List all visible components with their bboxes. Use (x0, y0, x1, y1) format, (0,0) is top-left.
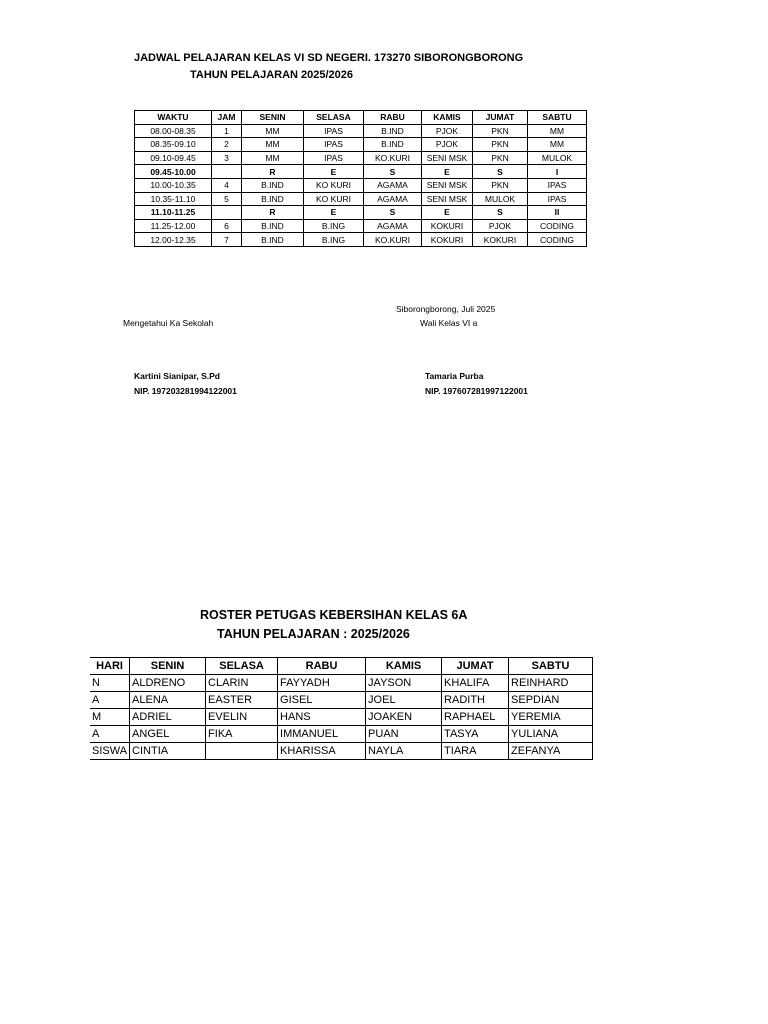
principal-nip: NIP. 197203281994122001 (134, 386, 237, 396)
schedule-cell (212, 165, 242, 179)
schedule-cell: IPAS (528, 178, 587, 192)
schedule-cell: 09.10-09.45 (135, 151, 212, 165)
roster-cell: PUAN (366, 726, 442, 743)
schedule-cell: B.IND (364, 124, 422, 138)
schedule-cell: PKN (473, 124, 528, 138)
schedule-cell: 2 (212, 138, 242, 152)
roster-header-cell: SABTU (509, 658, 593, 675)
roster-cell: EVELIN (206, 709, 278, 726)
schedule-title: JADWAL PELAJARAN KELAS VI SD NEGERI. 173270 SIBORONGBORONG (134, 52, 524, 64)
schedule-header-cell: SENIN (242, 111, 304, 125)
schedule-header-cell: SELASA (304, 111, 364, 125)
schedule-row (135, 178, 587, 192)
roster-cell: SISWA (90, 743, 130, 760)
roster-cell: ALENA (130, 692, 206, 709)
schedule-cell: KOKURI (422, 233, 473, 247)
roster-cell: ANGEL (130, 726, 206, 743)
schedule-cell: 12.00-12.35 (135, 233, 212, 247)
schedule-cell: 6 (212, 219, 242, 233)
roster-cell: FAYYADH (278, 675, 366, 692)
schedule-row (135, 151, 587, 165)
schedule-cell: B.IND (364, 138, 422, 152)
roster-cell (206, 743, 278, 760)
roster-row (90, 726, 593, 743)
roster-cell: JOAKEN (366, 709, 442, 726)
roster-table (90, 657, 593, 760)
roster-cell: CINTIA (130, 743, 206, 760)
schedule-cell: 5 (212, 192, 242, 206)
schedule-row (135, 219, 587, 233)
schedule-cell: PKN (473, 178, 528, 192)
schedule-cell: E (304, 206, 364, 220)
roster-cell: ADRIEL (130, 709, 206, 726)
schedule-cell: AGAMA (364, 178, 422, 192)
schedule-cell: MULOK (473, 192, 528, 206)
roster-cell: IMMANUEL (278, 726, 366, 743)
homeroom-name: Tamaria Purba (425, 371, 484, 381)
schedule-cell: IPAS (528, 192, 587, 206)
schedule-cell: SENI MSK (422, 178, 473, 192)
schedule-cell: PKN (473, 138, 528, 152)
schedule-cell: B.ING (304, 219, 364, 233)
roster-header-cell: JUMAT (442, 658, 509, 675)
schedule-header-cell: SABTU (528, 111, 587, 125)
roster-cell: KHARISSA (278, 743, 366, 760)
roster-header-cell: KAMIS (366, 658, 442, 675)
schedule-cell: IPAS (304, 151, 364, 165)
schedule-cell: 3 (212, 151, 242, 165)
schedule-table (134, 110, 587, 247)
schedule-cell: KO KURI (304, 192, 364, 206)
schedule-cell: B.ING (304, 233, 364, 247)
roster-cell: CLARIN (206, 675, 278, 692)
principal-name: Kartini Sianipar, S.Pd (134, 371, 220, 381)
schedule-cell: E (422, 206, 473, 220)
roster-cell: REINHARD (509, 675, 593, 692)
roster-cell: JAYSON (366, 675, 442, 692)
schedule-cell: 08.00-08.35 (135, 124, 212, 138)
roster-cell: N (90, 675, 130, 692)
schedule-cell: I (528, 165, 587, 179)
schedule-cell: B.IND (242, 233, 304, 247)
schedule-cell: KO KURI (304, 178, 364, 192)
schedule-header-row (135, 111, 587, 125)
schedule-cell: KOKURI (422, 219, 473, 233)
roster-cell: TASYA (442, 726, 509, 743)
schedule-cell: 10.00-10.35 (135, 178, 212, 192)
schedule-cell: S (473, 206, 528, 220)
schedule-cell: MM (242, 138, 304, 152)
schedule-cell: IPAS (304, 138, 364, 152)
roster-header-cell: RABU (278, 658, 366, 675)
schedule-cell: PJOK (422, 138, 473, 152)
schedule-row (135, 124, 587, 138)
schedule-cell: MM (242, 124, 304, 138)
schedule-cell: 10.35-11.10 (135, 192, 212, 206)
schedule-cell: S (364, 206, 422, 220)
homeroom-role: Wali Kelas VI a (420, 318, 478, 328)
schedule-row (135, 165, 587, 179)
schedule-cell: 09.45-10.00 (135, 165, 212, 179)
schedule-header-cell: WAKTU (135, 111, 212, 125)
roster-row (90, 709, 593, 726)
schedule-header-cell: KAMIS (422, 111, 473, 125)
roster-cell: JOEL (366, 692, 442, 709)
schedule-cell: CODING (528, 233, 587, 247)
roster-row (90, 692, 593, 709)
roster-cell: GISEL (278, 692, 366, 709)
schedule-header-cell: RABU (364, 111, 422, 125)
principal-role: Mengetahui Ka Sekolah (123, 318, 214, 328)
roster-cell: RADITH (442, 692, 509, 709)
place-date: Siborongborong, Juli 2025 (396, 304, 496, 314)
roster-header-cell: SELASA (206, 658, 278, 675)
roster-cell: FIKA (206, 726, 278, 743)
schedule-cell: MM (528, 138, 587, 152)
roster-cell: A (90, 692, 130, 709)
schedule-header-cell: JUMAT (473, 111, 528, 125)
schedule-cell: E (422, 165, 473, 179)
schedule-row (135, 192, 587, 206)
schedule-cell: 4 (212, 178, 242, 192)
schedule-cell: SENI MSK (422, 151, 473, 165)
schedule-cell: E (304, 165, 364, 179)
roster-cell: ZEFANYA (509, 743, 593, 760)
schedule-cell: B.IND (242, 178, 304, 192)
roster-header-cell: SENIN (130, 658, 206, 675)
roster-cell: M (90, 709, 130, 726)
schedule-cell: R (242, 206, 304, 220)
schedule-cell: SENI MSK (422, 192, 473, 206)
roster-header-cell: HARI (90, 658, 130, 675)
roster-row (90, 743, 593, 760)
schedule-cell: PKN (473, 151, 528, 165)
schedule-cell: 7 (212, 233, 242, 247)
schedule-cell: IPAS (304, 124, 364, 138)
schedule-cell: KO.KURI (364, 151, 422, 165)
schedule-cell (212, 206, 242, 220)
schedule-cell: PJOK (473, 219, 528, 233)
schedule-row (135, 138, 587, 152)
roster-cell: ALDRENO (130, 675, 206, 692)
schedule-cell: R (242, 165, 304, 179)
roster-row (90, 675, 593, 692)
roster-header-row (90, 658, 593, 675)
schedule-cell: MM (528, 124, 587, 138)
roster-year: TAHUN PELAJARAN : 2025/2026 (217, 627, 410, 641)
schedule-cell: KOKURI (473, 233, 528, 247)
schedule-cell: AGAMA (364, 192, 422, 206)
schedule-cell: KO.KURI (364, 233, 422, 247)
roster-title: ROSTER PETUGAS KEBERSIHAN KELAS 6A (200, 608, 468, 622)
roster-cell: HANS (278, 709, 366, 726)
schedule-cell: 1 (212, 124, 242, 138)
roster-cell: TIARA (442, 743, 509, 760)
schedule-cell: 11.25-12.00 (135, 219, 212, 233)
schedule-cell: 08.35-09.10 (135, 138, 212, 152)
schedule-row (135, 233, 587, 247)
schedule-row (135, 206, 587, 220)
roster-cell: A (90, 726, 130, 743)
schedule-cell: 11.10-11.25 (135, 206, 212, 220)
homeroom-nip: NIP. 197607281997122001 (425, 386, 528, 396)
schedule-cell: B.IND (242, 192, 304, 206)
schedule-header-cell: JAM (212, 111, 242, 125)
roster-cell: NAYLA (366, 743, 442, 760)
roster-cell: YEREMIA (509, 709, 593, 726)
schedule-cell: S (364, 165, 422, 179)
schedule-year: TAHUN PELAJARAN 2025/2026 (190, 69, 354, 81)
roster-cell: YULIANA (509, 726, 593, 743)
schedule-cell: II (528, 206, 587, 220)
schedule-cell: B.IND (242, 219, 304, 233)
schedule-cell: MM (242, 151, 304, 165)
schedule-cell: PJOK (422, 124, 473, 138)
roster-cell: EASTER (206, 692, 278, 709)
schedule-cell: AGAMA (364, 219, 422, 233)
roster-cell: KHALIFA (442, 675, 509, 692)
schedule-cell: S (473, 165, 528, 179)
roster-cell: RAPHAEL (442, 709, 509, 726)
roster-cell: SEPDIAN (509, 692, 593, 709)
schedule-cell: CODING (528, 219, 587, 233)
schedule-cell: MULOK (528, 151, 587, 165)
